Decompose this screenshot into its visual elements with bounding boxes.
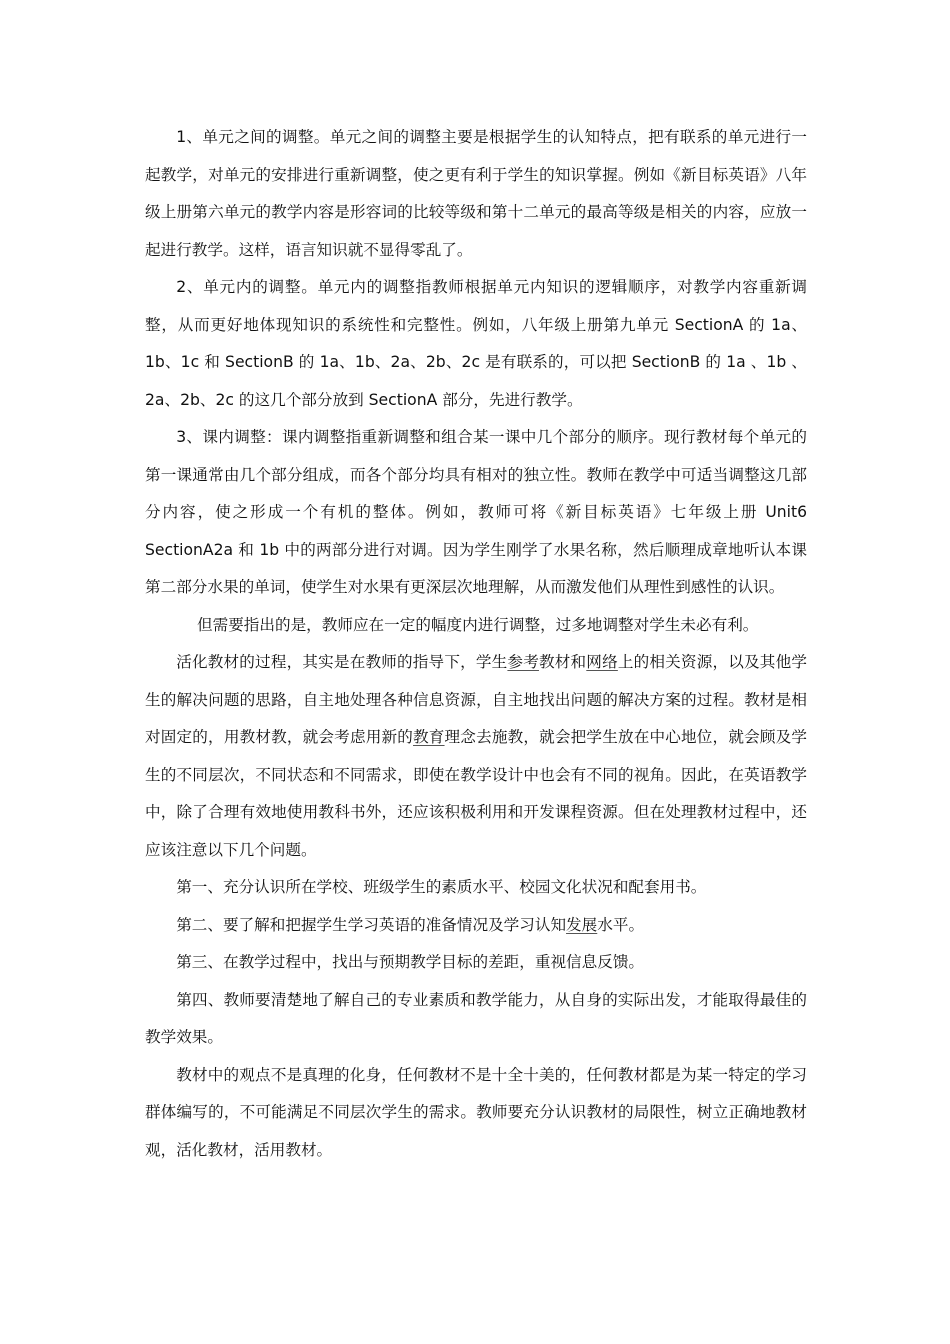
paragraph-conclusion: [145, 1057, 807, 1170]
paragraph-text: 3、课内调整：课内调整指重新调整和组合某一课中几个部分的顺序。现行教材每个单元的第一课通常由几个部分组成，而各个部分均具有相对的独立性。教师在教学中可适当调整这几部分内容，使之形成一个有机的整体。例如，教师可将《新目标英语》七年级上册 Unit6 SectionA2a 和 1b 中的两部分进行对调。因为学生刚学了水果名称，然后顺理成章地听认本课第二部分水果的单词，使学生对水果有更深层次地理解，从而激发他们从理性到感性的认识。: [145, 428, 807, 596]
paragraph-text: 但需要指出的是，教师应在一定的幅度内进行调整，过多地调整对学生未必有利。: [197, 615, 759, 634]
paragraph-text: 理念去施教，就会把学生放在中心地位，就会顾及学生的不同层次，不同状态和不同需求，即使在教学设计中也会有不同的视角。因此，在英语教学中，除了合理有效地使用教科书外，还应该积极利用和开发课程资源。但在处理教材过程中，还应该注意以下几个问题。: [145, 728, 807, 859]
paragraph-text: 水平。: [597, 915, 645, 934]
paragraph-text: 2、单元内的调整。单元内的调整指教师根据单元内知识的逻辑顺序，对教学内容重新调整，从而更好地体现知识的系统性和完整性。例如，八年级上册第九单元 SectionA 的 1a、1b、1c 和 SectionB 的 1a、1b、2a、2b、2c 是有联系的，可以把 SectionB 的 1a 、1b 、2a、2b、2c 的这几个部分放到 SectionA 部分，先进行教学。: [145, 278, 807, 409]
paragraph-point-first: [145, 869, 807, 907]
document-body: [145, 119, 807, 1169]
paragraph-adjustment-note: [145, 607, 807, 645]
paragraph-text: 第三、在教学过程中，找出与预期教学目标的差距，重视信息反馈。: [176, 953, 645, 971]
link-development[interactable]: 发展: [566, 915, 598, 934]
paragraph-text: 第一、充分认识所在学校、班级学生的素质水平、校园文化状况和配套用书。: [176, 878, 707, 896]
paragraph-text: 活化教材的过程，其实是在教师的指导下，学生: [176, 653, 508, 671]
paragraph-point-second: [145, 907, 807, 945]
paragraph-unit-internal-adjustment: [145, 269, 807, 419]
link-network[interactable]: 网络: [586, 653, 618, 671]
paragraph-point-third: [145, 944, 807, 982]
paragraph-text: 教材中的观点不是真理的化身，任何教材不是十全十美的，任何教材都是为某一特定的学习群体编写的，不可能满足不同层次学生的需求。教师要充分认识教材的局限性，树立正确地教材观，活化教材，活用教材。: [145, 1065, 807, 1159]
paragraph-text: 上的相关资源，以及其他学生的解决问题的思路，自主地处理各种信息资源，自主地找出问题的解决方案的过程。教材是相对固定的，用教材教，就会考虑用新的: [145, 653, 807, 746]
link-reference[interactable]: 参考: [507, 653, 539, 671]
paragraph-unit-between-adjustment: [145, 119, 807, 269]
paragraph-text: 第四、教师要清楚地了解自己的专业素质和教学能力，从自身的实际出发，才能取得最佳的教学效果。: [145, 990, 807, 1046]
paragraph-activate-textbook: [145, 644, 807, 869]
paragraph-lesson-internal-adjustment: [145, 419, 807, 607]
link-education[interactable]: 教育: [413, 728, 445, 746]
paragraph-text: 1、单元之间的调整。单元之间的调整主要是根据学生的认知特点，把有联系的单元进行一起教学，对单元的安排进行重新调整，使之更有利于学生的知识掌握。例如《新目标英语》八年级上册第六单元的教学内容是形容词的比较等级和第十二单元的最高等级是相关的内容，应放一起进行教学。这样，语言知识就不显得零乱了。: [145, 128, 807, 259]
paragraph-text: 教材和: [538, 653, 587, 671]
paragraph-point-fourth: [145, 982, 807, 1057]
paragraph-text: 第二、要了解和把握学生学习英语的准备情况及学习认知: [176, 915, 567, 934]
